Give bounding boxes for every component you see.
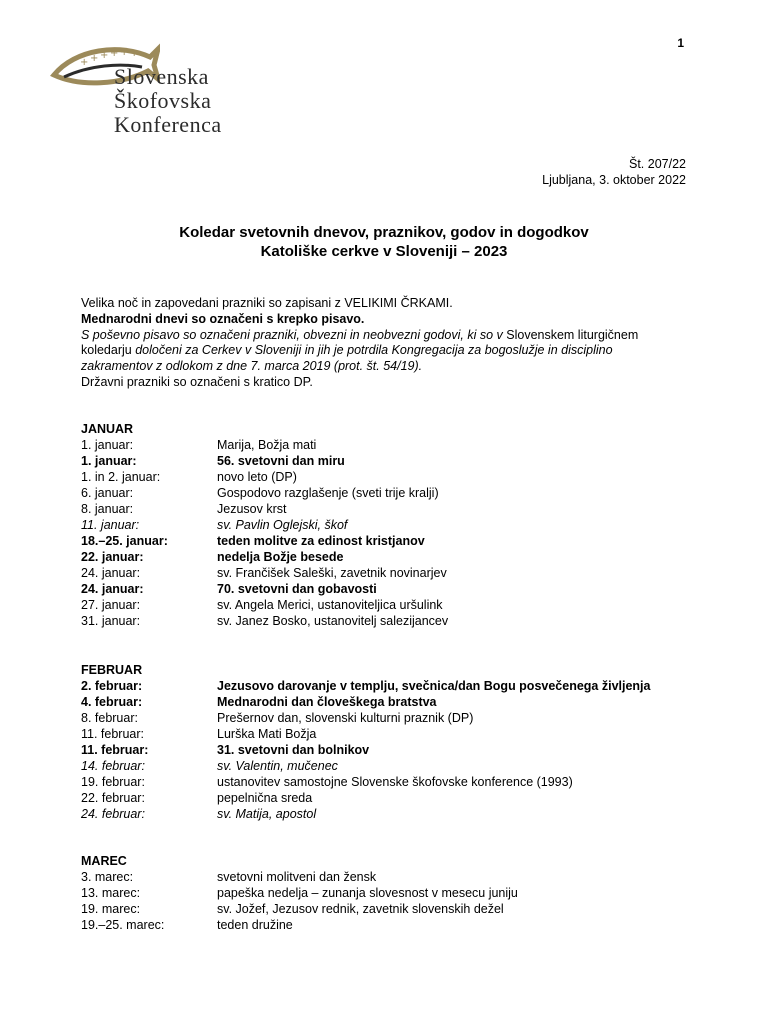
calendar-row <box>81 758 701 774</box>
row-event: novo leto (DP) <box>217 470 297 484</box>
intro-line-4 <box>81 343 681 359</box>
row-date: 24. januar: <box>81 566 141 580</box>
row-date: 24. februar: <box>81 807 145 821</box>
row-date: 18.–25. januar: <box>81 534 168 548</box>
row-event: Lurška Mati Božja <box>217 727 317 741</box>
intro-line-3-normal: Slovenskem liturgičnem <box>502 327 639 342</box>
logo-line-3: Konferenca <box>114 112 222 137</box>
svg-text:+: + <box>90 53 99 64</box>
row-date: 27. januar: <box>81 598 141 612</box>
calendar-row <box>81 885 701 901</box>
row-date: 11. februar: <box>81 727 145 741</box>
row-date: 8. februar: <box>81 711 138 725</box>
logo-line-2: Škofovska <box>114 88 212 113</box>
row-event: Prešernov dan, slovenski kulturni praznik (DP) <box>217 711 474 725</box>
calendar-row <box>81 437 701 453</box>
calendar-row <box>81 790 701 806</box>
calendar-row <box>81 485 701 501</box>
row-event: sv. Matija, apostol <box>217 807 317 821</box>
month-section-februar <box>81 662 701 822</box>
row-date: 1. januar: <box>81 454 137 468</box>
calendar-row <box>81 710 701 726</box>
row-date: 2. februar: <box>81 679 143 693</box>
row-event: sv. Janez Bosko, ustanovitelj salezijancev <box>217 614 449 628</box>
row-event: nedelja Božje besede <box>217 550 344 564</box>
month-heading: JANUAR <box>81 422 134 436</box>
row-date: 31. januar: <box>81 614 141 628</box>
row-event: teden molitve za edinost kristjanov <box>217 534 425 548</box>
row-event: Mednarodni dan človeškega bratstva <box>217 695 437 709</box>
row-date: 19.–25. marec: <box>81 918 165 932</box>
svg-text:+: + <box>100 50 109 61</box>
title-line-2: Katoliške cerkve v Sloveniji – 2023 <box>260 243 508 260</box>
calendar-row <box>81 901 701 917</box>
row-date: 24. januar: <box>81 582 144 596</box>
month-heading: MAREC <box>81 854 127 868</box>
row-event: ustanovitev samostojne Slovenske škofovske konference (1993) <box>217 775 573 789</box>
row-date: 1. in 2. januar: <box>81 470 161 484</box>
document-reference <box>542 156 686 188</box>
month-section-marec <box>81 853 701 933</box>
calendar-row <box>81 501 701 517</box>
calendar-row <box>81 678 701 694</box>
row-event: sv. Frančišek Saleški, zavetnik novinarjev <box>217 566 447 580</box>
calendar-row <box>81 565 701 581</box>
row-event: Marija, Božja mati <box>217 438 317 452</box>
row-event: teden družine <box>217 918 293 932</box>
calendar-row <box>81 597 701 613</box>
intro-line-4-normal: koledarju <box>81 343 136 358</box>
calendar-row <box>81 869 701 885</box>
legend-intro <box>81 296 681 391</box>
calendar-row <box>81 549 701 565</box>
row-event: 70. svetovni dan gobavosti <box>217 582 377 596</box>
calendar-row <box>81 806 701 822</box>
row-event: Jezusov krst <box>217 502 287 516</box>
row-date: 22. januar: <box>81 550 144 564</box>
row-date: 11. januar: <box>81 518 140 532</box>
page-number: 1 <box>677 36 684 50</box>
row-date: 13. marec: <box>81 886 141 900</box>
place-date: Ljubljana, 3. oktober 2022 <box>542 173 686 187</box>
intro-line-3-italic: S poševno pisavo so označeni prazniki, obvezni in neobvezni godovi, ki so v <box>81 327 503 342</box>
row-event: Gospodovo razglašenje (sveti trije kralji) <box>217 486 439 500</box>
calendar-row <box>81 517 701 533</box>
row-date: 8. januar: <box>81 502 134 516</box>
calendar-row <box>81 533 701 549</box>
intro-line-1: Velika noč in zapovedani prazniki so zapisani z VELIKIMI ČRKAMI. <box>81 296 453 310</box>
calendar-row <box>81 469 701 485</box>
calendar-row <box>81 613 701 629</box>
row-date: 19. marec: <box>81 902 141 916</box>
row-event: Jezusovo darovanje v templju, svečnica/dan Bogu posvečenega življenja <box>217 679 651 693</box>
calendar-row <box>81 774 701 790</box>
row-date: 11. februar: <box>81 743 149 757</box>
logo-line-1: Slovenska <box>114 64 209 89</box>
row-event: pepelnična sreda <box>217 791 313 805</box>
svg-text:+: + <box>80 57 89 68</box>
row-event: papeška nedelja – zunanja slovesnost v mesecu juniju <box>217 886 518 900</box>
row-date: 1. januar: <box>81 438 134 452</box>
row-event: 31. svetovni dan bolnikov <box>217 743 370 757</box>
svg-text:+: + <box>130 48 139 59</box>
reference-number: Št. 207/22 <box>629 157 686 171</box>
logo-wordmark <box>114 65 222 137</box>
row-date: 6. januar: <box>81 486 134 500</box>
month-section-januar <box>81 421 701 629</box>
row-date: 3. marec: <box>81 870 134 884</box>
row-event: 56. svetovni dan miru <box>217 454 345 468</box>
intro-line-5: zakramentov z odlokom z dne 7. marca 2019 (prot. št. 54/19). <box>81 359 423 374</box>
calendar-row <box>81 694 701 710</box>
calendar-row <box>81 453 701 469</box>
intro-line-6: Državni prazniki so označeni s kratico DP. <box>81 374 313 389</box>
calendar-row <box>81 726 701 742</box>
calendar-row <box>81 581 701 597</box>
svg-text:+: + <box>120 47 129 58</box>
intro-line-4-italic: določeni za Cerkev v Sloveniji in jih je potrdila Kongregacija za bogoslužje in disciplino <box>135 343 613 358</box>
row-event: svetovni molitveni dan žensk <box>217 870 377 884</box>
calendar-row <box>81 742 701 758</box>
month-heading: FEBRUAR <box>81 663 143 677</box>
title-line-1: Koledar svetovnih dnevov, praznikov, godov in dogodkov <box>179 224 589 241</box>
row-event: sv. Valentin, mučenec <box>217 759 338 773</box>
calendar-row <box>81 917 701 933</box>
row-date: 14. februar: <box>81 759 145 773</box>
row-date: 22. februar: <box>81 791 145 805</box>
row-event: sv. Angela Merici, ustanoviteljica uršulink <box>217 598 443 612</box>
ssk-logo <box>50 35 270 145</box>
svg-text:+: + <box>110 48 119 59</box>
intro-line-3 <box>81 328 681 344</box>
row-event: sv. Pavlin Oglejski, škof <box>217 518 348 532</box>
row-date: 4. februar: <box>81 695 143 709</box>
row-event: sv. Jožef, Jezusov rednik, zavetnik slovenskih dežel <box>217 902 504 916</box>
row-date: 19. februar: <box>81 775 145 789</box>
intro-line-2: Mednarodni dnevi so označeni s krepko pisavo. <box>81 311 365 326</box>
document-title <box>0 223 768 261</box>
